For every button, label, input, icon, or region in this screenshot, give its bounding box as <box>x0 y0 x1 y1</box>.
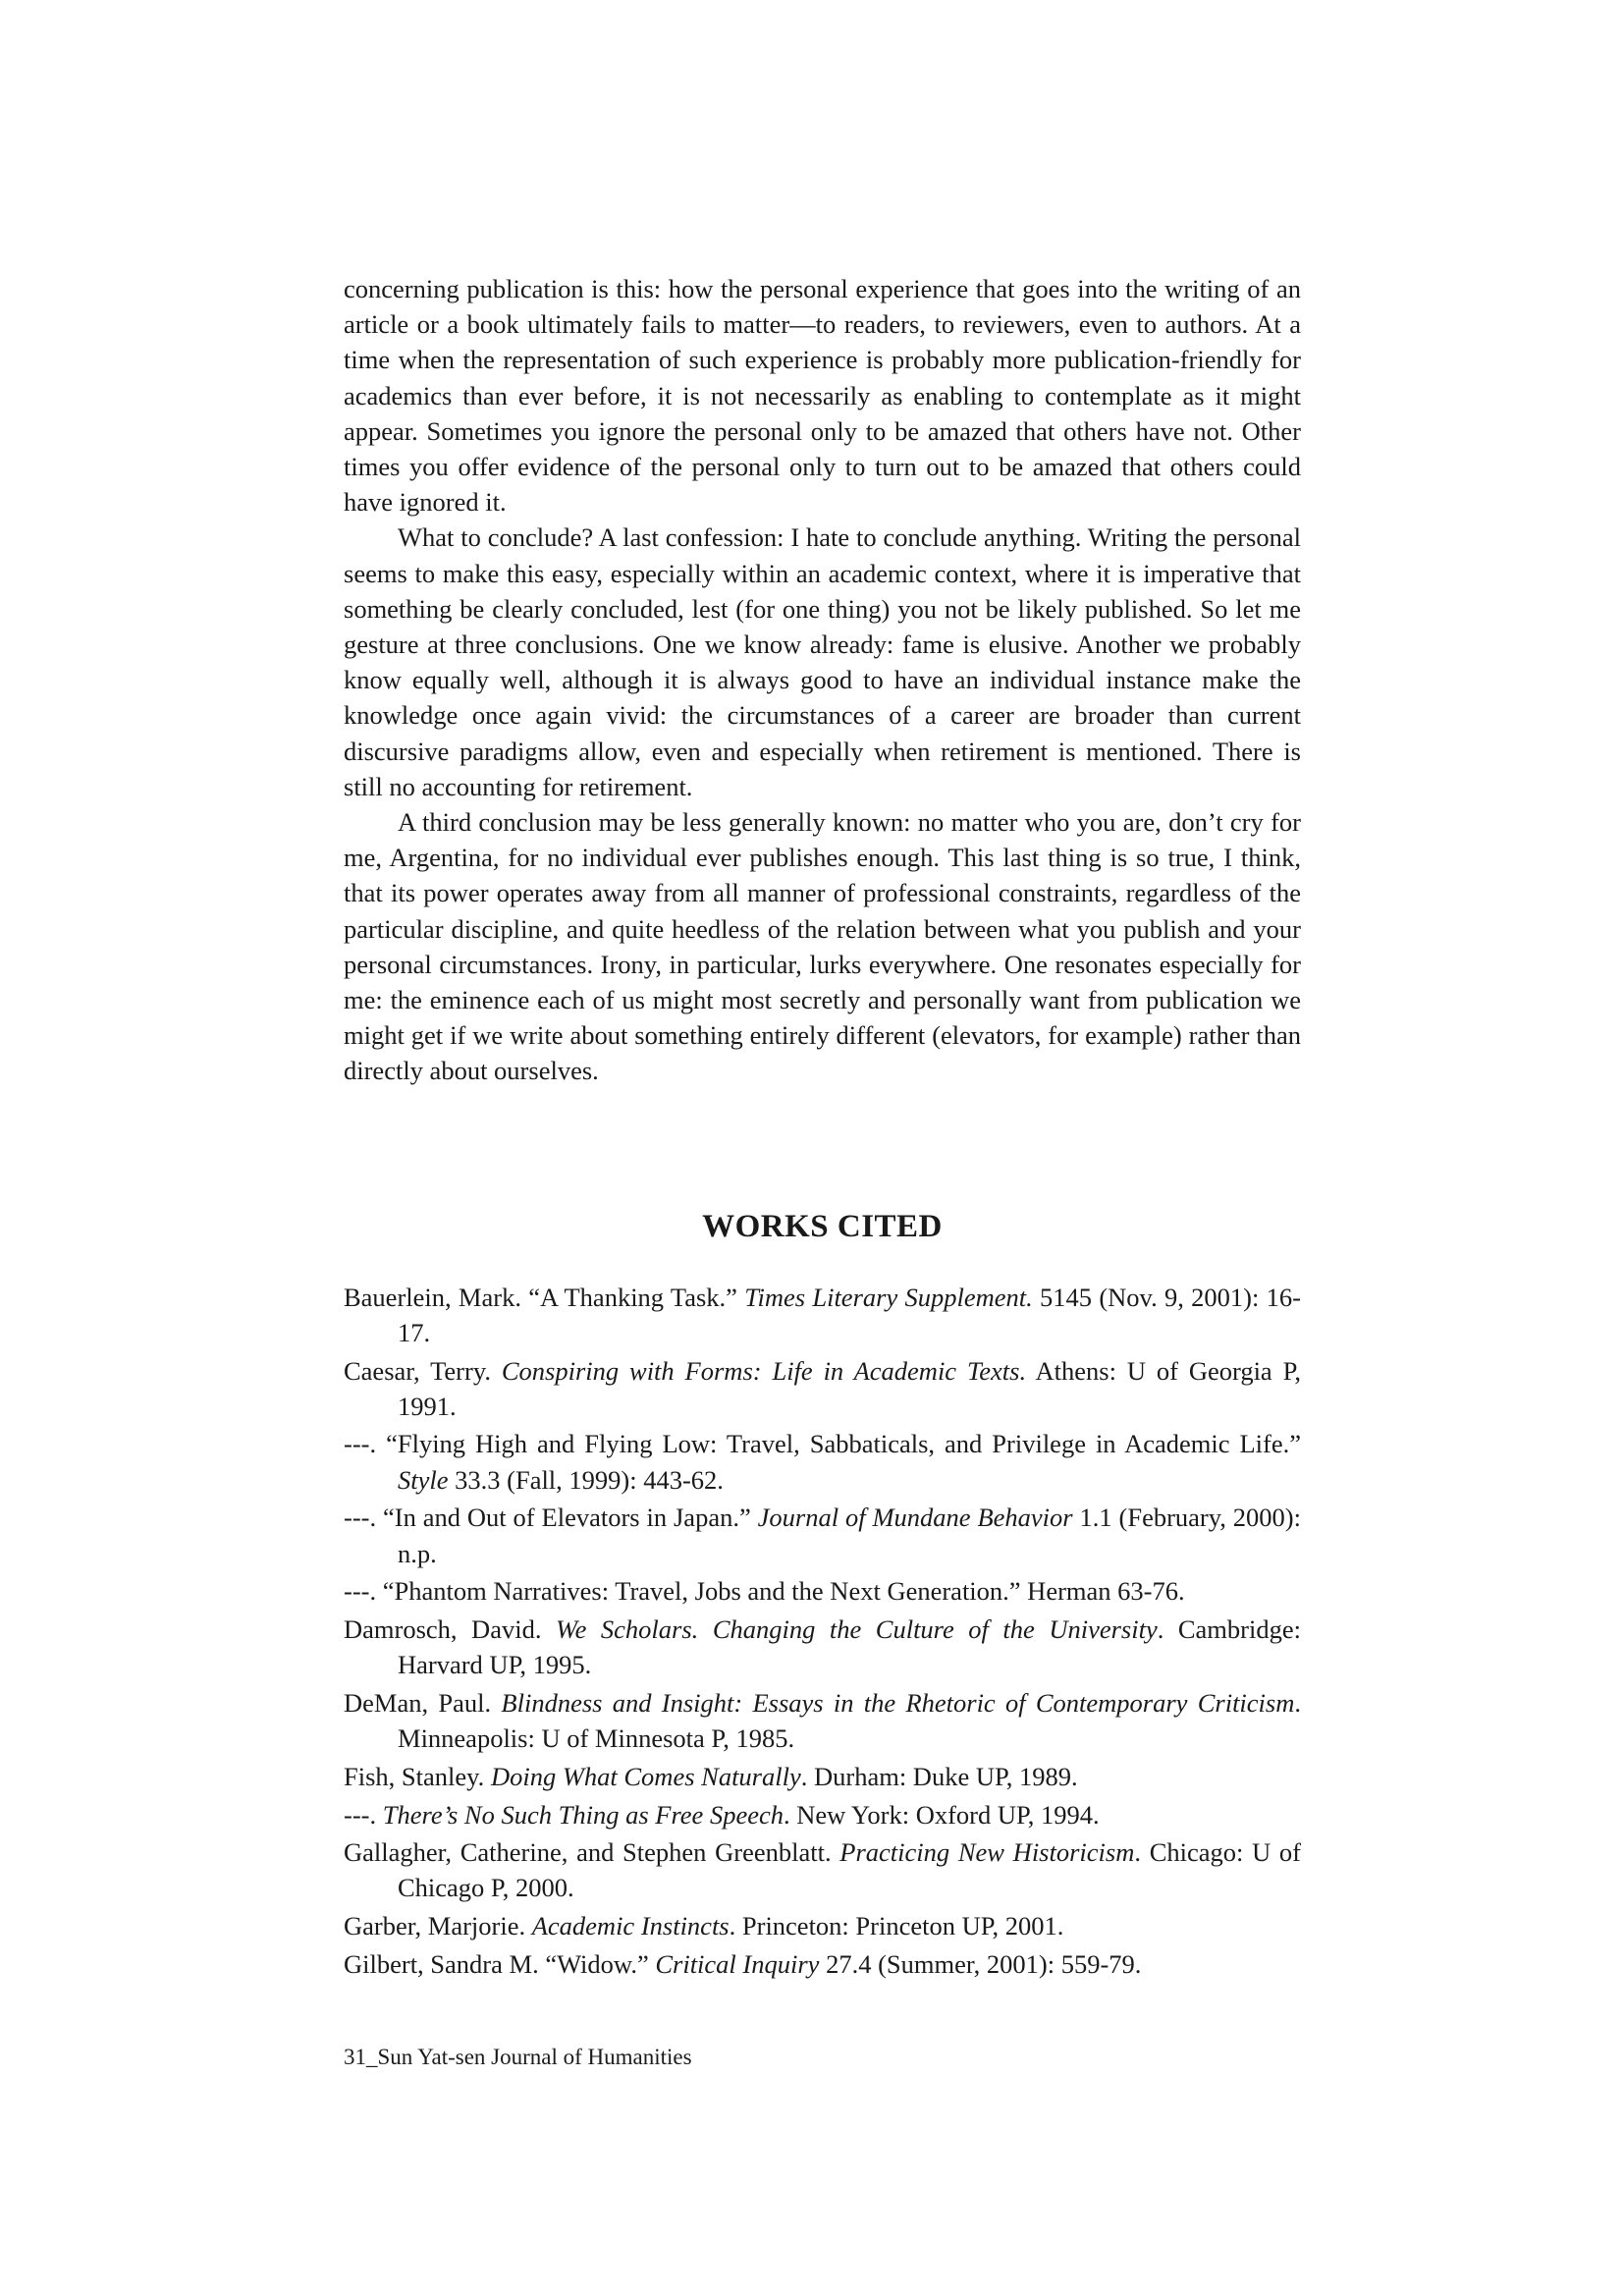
paragraph-3: A third conclusion may be less generally known: no matter who you are, don’t cry for me, Argentina, for no individual ever publishes enough. This last thing is so true, I think, that its power operates away from all manner of professional constraints, regardless of the particular discipline, and quite heedless of the relation between what you publish and your personal circumstances. Irony, in particular, lurks everywhere. One resonates especially for me: the eminence each of us might most secretly and personally want from publication we might get if we write about something entirely different (elevators, for example) rather than directly about ourselves. <box>344 807 1301 1086</box>
citation-entry: Bauerlein, Mark. “A Thanking Task.” Times Literary Supplement. 5145 (Nov. 9, 2001): 16-17. <box>344 1282 1301 1347</box>
citation-entry: Caesar, Terry. Conspiring with Forms: Life in Academic Texts. Athens: U of Georgia P, 1991. <box>344 1355 1301 1421</box>
citation-entry: DeMan, Paul. Blindness and Insight: Essays in the Rhetoric of Contemporary Criticism. Minneapolis: U of Minnesota P, 1985. <box>344 1687 1301 1754</box>
citation-entry: Fish, Stanley. Doing What Comes Naturally. Durham: Duke UP, 1989. <box>344 1761 1078 1791</box>
citation-entry: Gallagher, Catherine, and Stephen Greenblatt. Practicing New Historicism. Chicago: U of Chicago P, 2000. <box>344 1837 1301 1903</box>
citation-entry: ---. There’s No Such Thing as Free Speech. New York: Oxford UP, 1994. <box>344 1799 1100 1830</box>
citation-entry: ---. “Flying High and Flying Low: Travel, Sabbaticals, and Privilege in Academic Life.” Style 33.3 (Fall, 1999): 443-62. <box>344 1429 1301 1495</box>
citation-entry: Damrosch, David. We Scholars. Changing the Culture of the University. Cambridge: Harvard UP, 1995. <box>344 1614 1301 1680</box>
citation-entry: ---. “In and Out of Elevators in Japan.” Journal of Mundane Behavior 1.1 (February, 2000): n.p. <box>344 1503 1301 1568</box>
works-cited-list <box>344 1280 1301 1982</box>
paragraph-2: What to conclude? A last confession: I hate to conclude anything. Writing the personal seems to make this easy, especially within an academic context, where it is imperative that something be clearly concluded, lest (for one thing) you not be likely published. So let me gesture at three conclusions. One we know already: fame is elusive. Another we probably know equally well, although it is always good to have an individual instance make the knowledge once again vivid: the circumstances of a career are broader than current discursive paradigms allow, even and especially when retirement is mentioned. There is still no accounting for retirement. <box>344 522 1301 801</box>
paragraph-1: concerning publication is this: how the personal experience that goes into the writing of an article or a book ultimately fails to matter—to readers, to reviewers, even to authors. At a time when the representation of such experience is probably more publication-friendly for academics than ever before, it is not necessarily as enabling to contemplate as it might appear. Sometimes you ignore the personal only to be amazed that others have not. Other times you offer evidence of the personal only to turn out to be amazed that others could have ignored it. <box>344 274 1301 518</box>
citation-entry: Gilbert, Sandra M. “Widow.” Critical Inquiry 27.4 (Summer, 2001): 559-79. <box>344 1948 1142 1979</box>
page-content <box>344 271 1301 1985</box>
citation-entry: ---. “Phantom Narratives: Travel, Jobs and the Next Generation.” Herman 63-76. <box>344 1576 1185 1607</box>
works-cited-heading: WORKS CITED <box>702 1208 943 1244</box>
body-text <box>344 271 1301 1089</box>
citation-entry: Garber, Marjorie. Academic Instincts. Princeton: Princeton UP, 2001. <box>344 1911 1064 1941</box>
page-footer: 31_Sun Yat-sen Journal of Humanities <box>344 2045 692 2069</box>
